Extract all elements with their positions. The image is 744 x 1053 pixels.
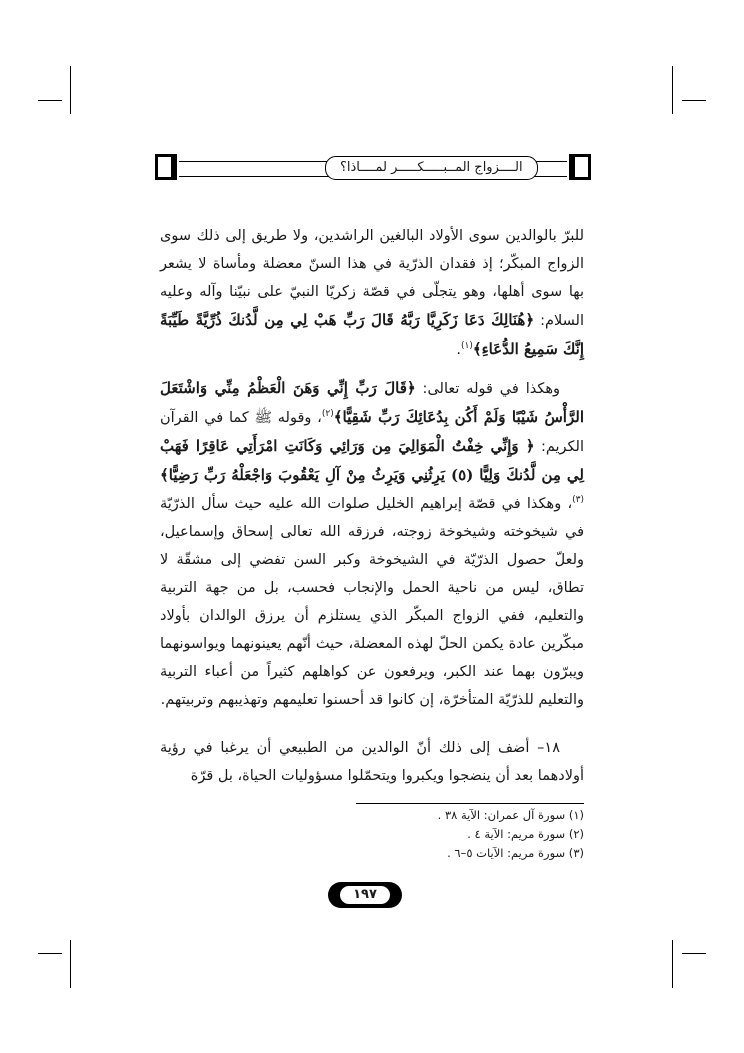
paragraph-1: [160, 222, 584, 364]
header-title: الــــزواج المــبـــــكـــــر لمــــاذا؟: [325, 156, 538, 180]
running-header: [155, 154, 591, 182]
page-number-badge: [328, 882, 402, 908]
header-ornament-right: [569, 154, 591, 180]
page-number: ١٩٧: [340, 886, 390, 904]
crop-mark: [70, 66, 71, 114]
paragraph-3: ١٨– أضف إلى ذلك أنّ الوالدين من الطبيعي أن يرغبا في رؤية أولادهما بعد أن ينضجوا ويكبروا ويتحمّلوا مسؤوليات الحياة، بل قرّة: [160, 740, 584, 784]
paragraph-text: وهكذا في قوله تعالى:: [415, 381, 560, 397]
paragraph-2: [160, 374, 584, 714]
paragraph-text: للبرّ بالوالدين سوى الأولاد البالغين الراشدين، ولا طريق إلى ذلك سوى الزواج المبكّر؛ إذ فقدان الذرّية في هذا السنّ معضلة ومأساة لا يشعر بها سوى أهلها، وهو يتجلّى في قصّة زكريّا النبيّ على نبيّنا وآله وعليه السلام:: [160, 228, 584, 329]
footnote-separator: [356, 803, 584, 804]
crop-mark: [38, 953, 62, 954]
footnote: (١) سورة آل عمران: الآية ٣٨ .: [437, 808, 584, 822]
footnote: (٢) سورة مريم: الآية ٤ .: [467, 827, 584, 841]
crop-mark: [682, 953, 706, 954]
footnote-ref: (٢): [321, 409, 334, 420]
paragraph-text: .: [456, 342, 461, 358]
crop-mark: [672, 66, 673, 114]
crop-mark: [70, 940, 71, 988]
crop-mark: [38, 100, 62, 101]
header-ornament-left: [155, 154, 177, 180]
quran-quote: ﴿ وَإِنِّي خِفْتُ الْمَوَالِيَ مِن وَرَائِي وَكَانَتِ امْرَأَتِي عَاقِرًا فَهَبْ لِي مِن لَّدُنكَ وَلِيًّا (٥) يَرِثُنِي وَيَرِثُ مِنْ آلِ يَعْقُوبَ وَاجْعَلْهُ رَبِّ رَضِيًّا﴾: [160, 437, 584, 484]
crop-mark: [672, 940, 673, 988]
crop-mark: [682, 100, 706, 101]
quran-quote: ﴿قَالَ رَبِّ إِنِّي وَهَنَ الْعَظْمُ مِنِّي وَاشْتَعَلَ الرَّأْسُ شَيْبًا وَلَمْ أَكُن بِدُعَائِكَ رَبِّ شَقِيًّا﴾: [160, 379, 584, 426]
footnote-ref: (٣): [572, 495, 584, 506]
paragraph-text: ، وهكذا في قصّة إبراهيم الخليل صلوات الله عليه حيث سأل الذرّيّة في شيخوخته وشيخوخة زوجته، فرزقه الله تعالى إسحاق وإسماعيل، ولعلّ حصول الذرّيّة في الشيخوخة وكبر السن تفضي إلى مشقّة لا تطاق، ليس من ناحية الحمل والإنجاب فحسب، بل من جهة التربية والتعليم، ففي الزواج المبكّر الذي يستلزم أن يرزق الوالدان بأولاد مبكّرين عادة يكمن الحلّ لهذه المعضلة، حيث أنّهم يعينونهما ويواسونهما ويبرّون بهما عند الكبر، ويرفعون عن كواهلهم كثيراً من أعباء التربية والتعليم للذرّيّة المتأخرّة، إن كانوا قد أحسنوا تعليمهم وتهذيبهم وتربيتهم.: [160, 496, 584, 708]
quran-quote: ﴿هُنَالِكَ دَعَا زَكَرِيَّا رَبَّهُ قَالَ رَبِّ هَبْ لِي مِن لَّدُنكَ ذُرِّيَّةً طَيِّبَةً إِنَّكَ سَمِيعُ الدُّعَاءِ﴾: [160, 311, 584, 358]
paragraph-text: ، وقوله ﷺ كما في القرآن الكريم:: [160, 410, 585, 455]
footnote-ref: (١): [460, 341, 473, 352]
footnotes: [356, 806, 584, 863]
footnote: (٣) سورة مريم: الآيات ٥–٦ .: [447, 846, 584, 860]
